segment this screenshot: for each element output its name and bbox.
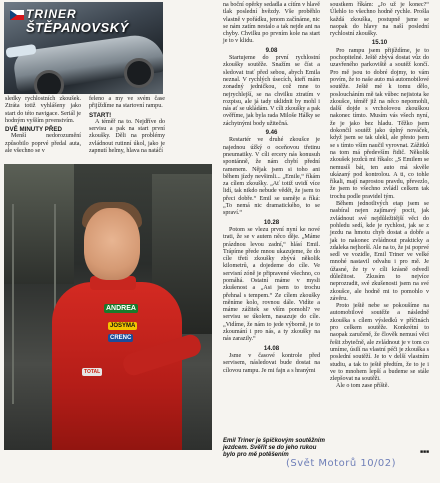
car-wheel-front [34, 70, 64, 94]
rally-car-photo [4, 2, 163, 94]
paragraph: Pro rampu jsem přijíždíme, je to pochopitelné. Ještě zbývá dostat vůz do uzavřeného parkoviště a soutěž končí. Pro mě jsou to dobré dojmy, to vám povím, že to naše auto má automobilové soutěže. Ještě mé k tomu dělo, posloucháním mě tak vůbec nejistota ke zkoušce, téměř již na něco nepomohli, další dojde s vrcholovou zkouškou nakonec tímto. Musím vás všech nyní, že je jako bez hladu. Těžko jsem dokončil soutěž jako úplný nováček, když jsem se tak ulekl, ale přesto jsem se s tímto vším naučil vyrovnat. Zážitků na tom má především řidič. Několik zkoušek jezdců mi říkalo: „S Emilem se nemusíš bát, ten auto má skvěle ukázaný pod kontrolou. A ti, co tohle říkali, mají naprostou pravdu, převezlo, že jsem to všechno zvládl celkem tak trochu podle pravidel tým. [330, 47, 429, 200]
photo-caption: Emil Triner je špičkovým soutěžním jezdcem. Svěřit se do jeho rukou bylo pro mě potěšením [223, 438, 325, 458]
driver-face [84, 208, 140, 280]
paragraph: Restartér ve druhé zkoušce je najednou úžký o oceňovou třetinu pneumatiky. V cíli ercery nás konusuh spontánně, že nám chybí přední ramenem. Nějak jsem si toho ani během jízdy nevšimli... „Emile,“ říkám za cílem zkoušky. „Ať totiž uvidí více lidí, tak nikdo nebude vědět, že jsem to přeci dobře.“ Emil se usměje a říká: „To nemá nic dramatického, to se spraví.“ [223, 137, 320, 217]
czech-flag-icon [10, 10, 24, 20]
paragraph: Jsme v časové kontrole před servisem, následovat bude dostat na cílovou rampu. Je mi fajn a s hranými [223, 352, 320, 374]
text-column-3 [223, 2, 320, 375]
sponsor-patch-crenc: CRENC [110, 335, 132, 341]
article-title [26, 8, 129, 34]
paragraph: Během jednotlivých etap jsem se nasbíral nejen zajímavý pocit, jak zvládnout své nejdůležitější věci do pohledu sedí, kde je rychlost, jak se z jezdu na hmotu chyb dostat a dobře a jak to nakonec zvládnout prakticky a zdaleka nejhorší. Ale na to, že jsi poprvé sedl ve vozidle, Emil Triner ve velké mnohé nastavil odvahu i pro mě. Je úžasné, že ty v cíli krásně odvedl důležitost. Zkusím to nejvíce neprozradit, své zkušenosti jsem na své zkoušce, ale hodně mi to pomohlo v závěru. [330, 201, 429, 302]
title-line2: ŠTĚPANOVSKÝ [26, 19, 129, 35]
text-column-2 [89, 96, 165, 155]
article-end-mark: ■■■ [420, 449, 430, 455]
time-marker: 15.10 [371, 39, 388, 47]
paragraph: feleno a my ve svém čase přijíždíme na startovní rampu. [89, 96, 165, 110]
text-column-4 [330, 2, 429, 391]
paragraph: Startujeme do první rychlostní zkoušky soutěže. Snažím se číst a sledovat trať před sebou, abych Emila neznal. V rychlých úsecích, kteří mám zonadný jedničkou, což mne to nejrychlejší, se na chvilku ztratím v rozpisu, ale já tady uklidnit by mohl i nás ať se ukládám. V cíli zkoušky a pak ověříme, jak byla rada Miloše Hálky se záchytnými body užitečná. [223, 55, 320, 127]
paragraph: na boční opěrky sedadla a cítím v hlavě tlak poslední hvězdy. Vše proběhlo vlastně v pořádku, jenom začínáme, nic se nám zatím nestalo a tak nejde ani na chyby. Chvilku po prvním kole na start je to v klidu. [223, 2, 320, 45]
sponsor-patch-josyma: JOSYMA [110, 323, 136, 329]
paragraph: Menší nedorozumění způsobilo poprvé předal auta, ale všechno se v [5, 133, 81, 155]
paragraph: Proto ještě nebe se pokoušíme na automobilové soutěže a následně zkouška s cílem výsledků v příčinách pro celkem soutěže. Konkrétní to naopak zaručeně, že člověk nemusí věci řešit zbytečně, ale zvládnout je v tom co umíme, úsilí na vlastní péči je zkouška s poslední soutěží. Je to v delší vlastním studiu, a tak to ještě předtím, že to je i ve to mnohem lepší a budeme se stále zlepšovat na soutěži. [330, 303, 429, 383]
text-column-1 [5, 96, 81, 155]
section-heading: DVĚ MINUTY PŘED [5, 126, 62, 134]
sponsor-patch-total: TOTAL [84, 369, 101, 375]
sponsor-patch-andrea: ANDREA [106, 305, 136, 312]
title-line1: TRINER [26, 7, 77, 21]
paragraph: A téměř na to. Nejdříve do servisu a pak na start první zkoušky. Děli na problémy zvládnout rutinní úkol, jako je zapnutí helmy, hlava na natáčí [89, 118, 165, 155]
paragraph: Potom se vlezu první nyní ke nové trati, že se v autem něco děje. „Máme prázdnou levou zadní,“ hlásí Emil. Trápíme přede mnou ukazujeme, že do cíle třetí zkoušky zbývá několik kilometrů, a dojedeme do cíle. Ve servisní zóně je připravené všechno, co pomáhá. Ostatní máme v mysli zkušenost a „Asi jsem to trochu přehnal s tempem.“ Ze cílem zkoušky měníme kolo, rovnou dále. Vidíte a máme zážitek se vším pomohl? ve servisu se úkolem, nasazuje do cíle. „Vidíme, že nám to jede výborně, je to zkoumání i pro nás, a ty zkoušky na nás zarazily.“ [223, 226, 320, 343]
driver-photo [4, 164, 212, 450]
source-signature: (Svět Motorů 10/02) [286, 458, 397, 469]
time-marker: 14.08 [263, 344, 280, 352]
time-marker: 9.08 [265, 46, 278, 54]
car-wheel-rear [124, 58, 154, 88]
garage-rack [12, 204, 56, 404]
section-heading: START! [89, 111, 112, 119]
time-marker: 10.28 [263, 218, 280, 226]
paragraph: sledky rychlostních zkoušek. Ztráta totiž vyhlášeny jako start do této navigace. Seriál je hodným vyšším prvenstvím. [5, 96, 81, 124]
time-marker: 9.46 [265, 129, 278, 137]
paragraph: soustkem říkám: „Jo už je konec?“ Úlehlo to všechno hodně rychle. Prošla každá zkouška, postupně jsme se naopak do hlavy na naší poslední rychlostní zkoušky. [330, 2, 429, 38]
paragraph: Ale o tom zase příště. [336, 383, 389, 390]
